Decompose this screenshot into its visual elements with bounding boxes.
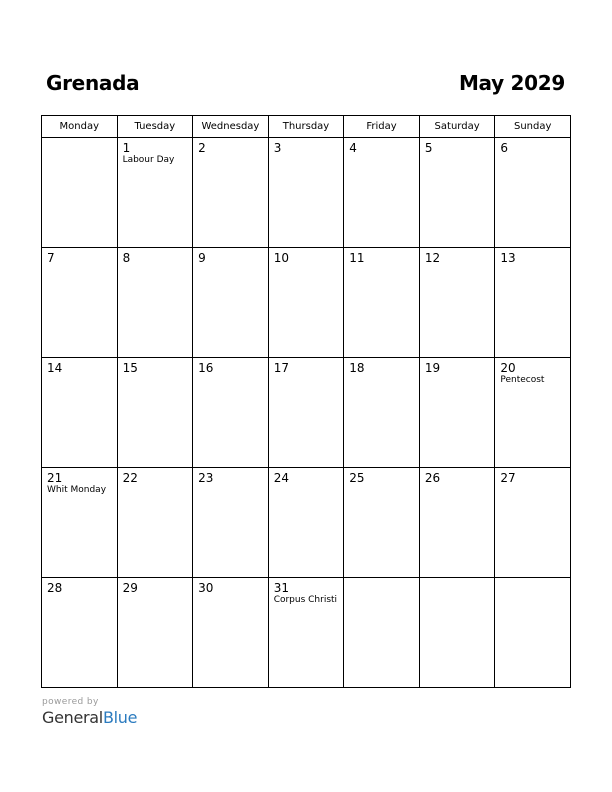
day-number: 7 (47, 251, 55, 265)
day-number: 21 (47, 471, 63, 485)
powered-by-label: powered by (42, 697, 99, 707)
weekday-header: Tuesday (117, 116, 193, 138)
day-cell (268, 468, 344, 578)
day-number (42, 138, 117, 141)
day-number: 19 (424, 361, 441, 375)
day-cell (117, 138, 193, 248)
week-row (42, 248, 571, 358)
day-cell (495, 468, 571, 578)
day-cell (419, 138, 495, 248)
day-number: 13 (500, 251, 516, 265)
day-number: 15 (122, 361, 138, 375)
week-row (42, 358, 571, 468)
weekday-header: Wednesday (193, 116, 269, 138)
day-number: 25 (349, 471, 365, 485)
day-cell (268, 578, 344, 688)
day-cell (193, 358, 269, 468)
day-cell (42, 138, 118, 248)
day-number: 14 (47, 361, 63, 375)
day-cell (117, 248, 193, 358)
day-cell (42, 248, 118, 358)
day-cell (419, 358, 495, 468)
day-cell (344, 468, 420, 578)
day-number: 16 (198, 361, 214, 375)
day-cell (117, 468, 193, 578)
day-cell (42, 578, 118, 688)
day-cell (268, 358, 344, 468)
holiday-label: Whit Monday (47, 485, 107, 495)
day-number: 17 (273, 361, 289, 375)
calendar-grid (41, 115, 571, 688)
day-number: 6 (500, 141, 509, 155)
weekday-header-row (42, 116, 571, 138)
day-cell (42, 358, 118, 468)
day-number: 27 (500, 471, 516, 485)
day-number: 5 (424, 141, 433, 155)
day-number: 9 (198, 251, 206, 265)
weekday-header: Sunday (495, 116, 571, 138)
day-number: 22 (122, 471, 138, 485)
day-cell (344, 578, 420, 688)
day-cell (193, 468, 269, 578)
day-number: 1 (122, 141, 131, 155)
day-cell (495, 248, 571, 358)
week-row (42, 578, 571, 688)
day-cell (193, 248, 269, 358)
day-cell (42, 468, 118, 578)
weekday-header: Saturday (419, 116, 495, 138)
day-number: 31 (273, 581, 289, 595)
day-number: 20 (500, 361, 516, 375)
day-cell (495, 138, 571, 248)
day-number (420, 578, 495, 581)
day-cell (117, 578, 193, 688)
day-cell (419, 468, 495, 578)
week-row (42, 138, 571, 248)
day-cell (344, 248, 420, 358)
day-cell (419, 578, 495, 688)
day-cell (193, 578, 269, 688)
day-number: 4 (349, 141, 357, 155)
day-number: 3 (273, 141, 282, 155)
holiday-label: Pentecost (500, 375, 545, 385)
day-number: 2 (198, 141, 206, 155)
day-cell (495, 578, 571, 688)
holiday-label: Labour Day (122, 155, 175, 165)
day-number: 28 (47, 581, 63, 595)
month-year-title: May 2029 (458, 71, 565, 95)
day-number: 11 (349, 251, 365, 265)
day-cell (117, 358, 193, 468)
day-cell (268, 248, 344, 358)
day-cell (495, 358, 571, 468)
brand-name (42, 707, 137, 729)
day-number: 29 (122, 581, 138, 595)
day-number (344, 578, 419, 581)
day-number (495, 578, 570, 581)
day-number: 8 (122, 251, 131, 265)
weekday-header: Friday (344, 116, 420, 138)
weekday-header: Monday (42, 116, 118, 138)
day-number: 18 (349, 361, 365, 375)
brand-name-part2: Blue (102, 708, 138, 727)
day-cell (419, 248, 495, 358)
brand-logo[interactable] (42, 697, 137, 729)
day-number: 26 (424, 471, 441, 485)
day-number: 10 (273, 251, 289, 265)
day-number: 24 (273, 471, 289, 485)
day-number: 23 (198, 471, 214, 485)
holiday-label: Corpus Christi (273, 595, 338, 605)
day-cell (344, 358, 420, 468)
week-row (42, 468, 571, 578)
day-number: 30 (198, 581, 214, 595)
day-cell (193, 138, 269, 248)
day-cell (344, 138, 420, 248)
weekday-header: Thursday (268, 116, 344, 138)
country-title: Grenada (46, 71, 140, 95)
day-cell (268, 138, 344, 248)
brand-name-part1: General (42, 708, 103, 727)
day-number: 12 (424, 251, 441, 265)
